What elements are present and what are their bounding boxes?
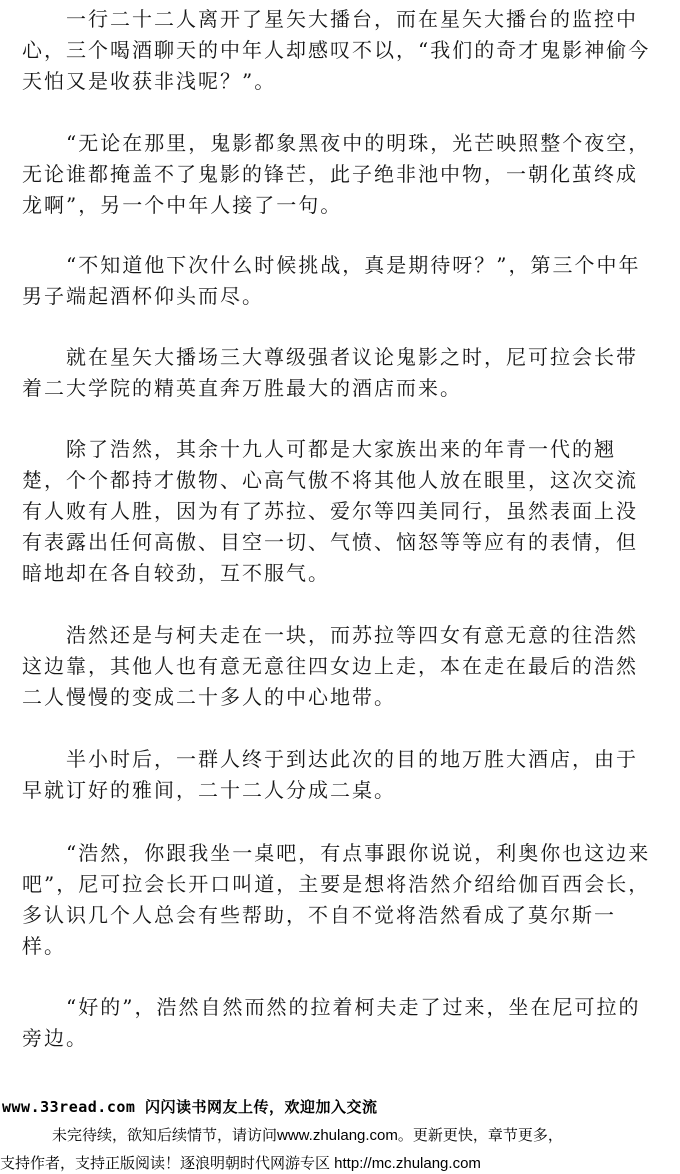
footer-site-line: www.33read.com 闪闪读书网友上传，欢迎加入交流 <box>2 1098 378 1116</box>
footer-continue-line: 未完待续，欲知后续情节，请访问www.zhulang.com。更新更快，章节更多， <box>52 1127 563 1144</box>
paragraph-2: “无论在那里，鬼影都象黑夜中的明珠，光芒映照整个夜空，无论谁都掩盖不了鬼影的锋芒，此子绝非池中物，一朝化茧终成龙啊”，另一个中年人接了一句。 <box>22 131 651 217</box>
paragraph-4: 就在星矢大播场三大尊级强者议论鬼影之时，尼可拉会长带着二大学院的精英直奔万胜最大的酒店而来。 <box>22 345 638 400</box>
paragraph-1: 一行二十二人离开了星矢大播台，而在星矢大播台的监控中心，三个喝酒聊天的中年人却感叹不以，“我们的奇才鬼影神偷今天怕又是收获非浅呢？”。 <box>22 7 651 93</box>
paragraph-6: 浩然还是与柯夫走在一块，而苏拉等四女有意无意的往浩然这边靠，其他人也有意无意往四女边上走，本在走在最后的浩然二人慢慢的变成二十多人的中心地带。 <box>22 623 638 709</box>
paragraph-9: “好的”，浩然自然而然的拉着柯夫走了过来，坐在尼可拉的旁边。 <box>22 995 641 1050</box>
paragraph-3: “不知道他下次什么时候挑战，真是期待呀？”，第三个中年男子端起酒杯仰头而尽。 <box>22 253 641 308</box>
paragraph-7: 半小时后，一群人终于到达此次的目的地万胜大酒店，由于早就订好的雅间，二十二人分成二桌。 <box>22 747 638 802</box>
footer-support-line: 支持作者，支持正版阅读！逐浪明朝时代网游专区 http://mc.zhulang.com <box>0 1155 481 1172</box>
paragraph-8: “浩然，你跟我坐一桌吧，有点事跟你说说，利奥你也这边来吧”，尼可拉会长开口叫道，主要是想将浩然介绍给伽百西会长，多认识几个人总会有些帮助，不自不觉将浩然看成了莫尔斯一样。 <box>22 841 651 958</box>
footer-notice <box>0 1092 680 1174</box>
paragraph-5: 除了浩然，其余十九人可都是大家族出来的年青一代的翘楚，个个都持才傲物、心高气傲不将其他人放在眼里，这次交流有人败有人胜，因为有了苏拉、爱尔等四美同行，虽然表面上没有表露出任何高傲、目空一切、气愤、恼怒等等应有的表情，但暗地却在各自较劲，互不服气。 <box>22 437 638 585</box>
